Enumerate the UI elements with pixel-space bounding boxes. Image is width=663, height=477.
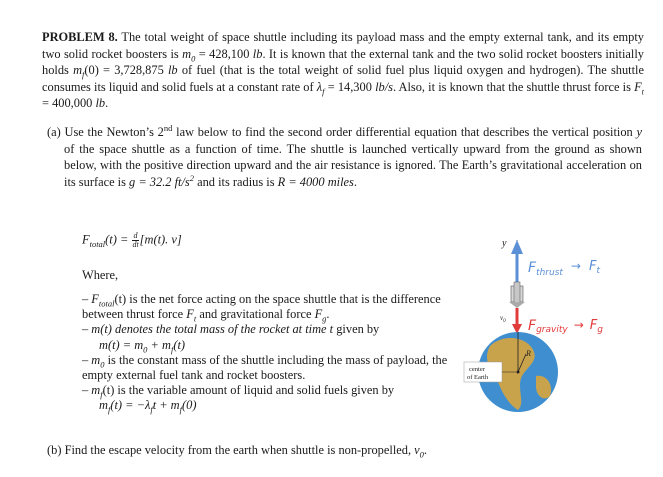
problem-statement: PROBLEM 8. The total weight of space shuttle including its payload mass and the empty external tank, and its empty two solid rocket boosters is $m_0 = 428,100$ lb. It is known that the external tank and the two solid rocket boosters initially holds $m_f(0) = 3,728,875$ lb of fuel (that is the total weight of solid fuel plus liquid oxygen and hydrogen). The shuttle consumes its liquid and solid fuels at a constant rate of $\lambda_f = 14,300$ lb/s. Also, it is known that the shuttle thrust force is $F_t = 400,000$ lb.	[42, 30, 645, 111]
def-fuel-mass: – $m_f(t)$ is the variable amount of liquid and solid fuels given by	[82, 383, 395, 400]
mf-symbol: $m_f$	[73, 63, 85, 80]
lambda-symbol: $\lambda_f$	[316, 79, 325, 97]
thrust-label: $F_{thrust} \to F_t$	[528, 259, 600, 278]
radius-unit: miles	[327, 174, 354, 189]
lambda-unit: lb/s	[375, 79, 393, 94]
definitions-list	[82, 292, 462, 414]
intro-text-4: . Also, it is known that the shuttle thrust force is	[392, 79, 631, 94]
shuttle-icon	[509, 282, 525, 308]
shuttle-figure	[462, 226, 662, 426]
problem-label: PROBLEM 8.	[42, 30, 118, 44]
radius-label: R	[526, 349, 531, 358]
ft-symbol: $F_t$	[634, 79, 645, 97]
intro-text-1: The total weight of space shuttle including its payload mass and the empty external tank, and its empty two solid rocket boosters is	[42, 30, 644, 61]
newton-equation: $F_{total}(t)$ = $\frac{d}{dt}$ [m(t). v]	[82, 231, 182, 249]
m0-value: = 428,100	[198, 46, 250, 61]
mf0-value: (0) = 3,728,875	[84, 63, 164, 78]
v0-label: $v_0$	[500, 314, 506, 324]
derivative-fraction: $\frac{d}{dt}$	[132, 231, 139, 249]
part-b: (b) Find the escape velocity from the earth when shuttle is non-propelled, $v_0$.	[47, 443, 428, 460]
center-label-1: center	[469, 366, 485, 373]
lambda-value: = 14,300	[327, 79, 372, 94]
def-total-mass-eq: $m(t) = m_0 + m_f(t)$	[99, 337, 186, 355]
thrust-arrow-head	[511, 240, 523, 254]
part-a-label: (a)	[47, 125, 61, 139]
y-axis-label: y	[502, 238, 507, 249]
ft-value: = 400,000	[42, 96, 93, 111]
center-label-2: of Earth	[467, 374, 489, 381]
def-total-mass: – m(t) denotes the total mass of the rocket at time t given by	[82, 322, 380, 337]
def-fuel-mass-eq: $m_f(t) = -\lambda_ft + m_f(0)$	[99, 398, 197, 415]
y-variable: y	[636, 125, 643, 139]
radius-value: R = 4000	[277, 174, 325, 189]
m0-symbol: $m_0$	[182, 46, 196, 64]
def-constant-mass: – $m_0$ is the constant mass of the shuttle including the mass of payload, the empty external fuel tank and rocket boosters.	[82, 352, 448, 383]
lb-unit: lb	[252, 46, 263, 61]
intro-text-3: of fuel (that is the total weight of solid fuel plus liquid oxygen and hydrogen). The shuttle consumes its liquid and solid fuels at a constant rate of	[42, 63, 644, 94]
def-total-force: – $F_{total}(t)$ is the net force acting on the space shuttle that is the difference between thrust force $F_t$ and gravitational force $F_g$.	[82, 292, 441, 324]
part-b-label: (b)	[47, 443, 62, 457]
g-value: g = 32.2	[129, 174, 172, 189]
intro-text-2: . It is known that the external tank and the two solid rocket boosters initially holds	[42, 46, 644, 78]
where-label: Where,	[82, 268, 119, 282]
gravity-label: Fgravity → $F_g$	[528, 318, 603, 335]
part-a: (a) Use the Newton’s 2nd law below to find the second order differential equation that describes the vertical position y of the space shuttle as a function of time. The shuttle is launched vertically upward from the ground as shown below, with the positive direction upward and the air resistance is ignored. The Earth’s gravitational acceleration on its surface is g = 32.2 $ft/s^2$ and its radius is R = 4000 miles.	[47, 122, 643, 189]
